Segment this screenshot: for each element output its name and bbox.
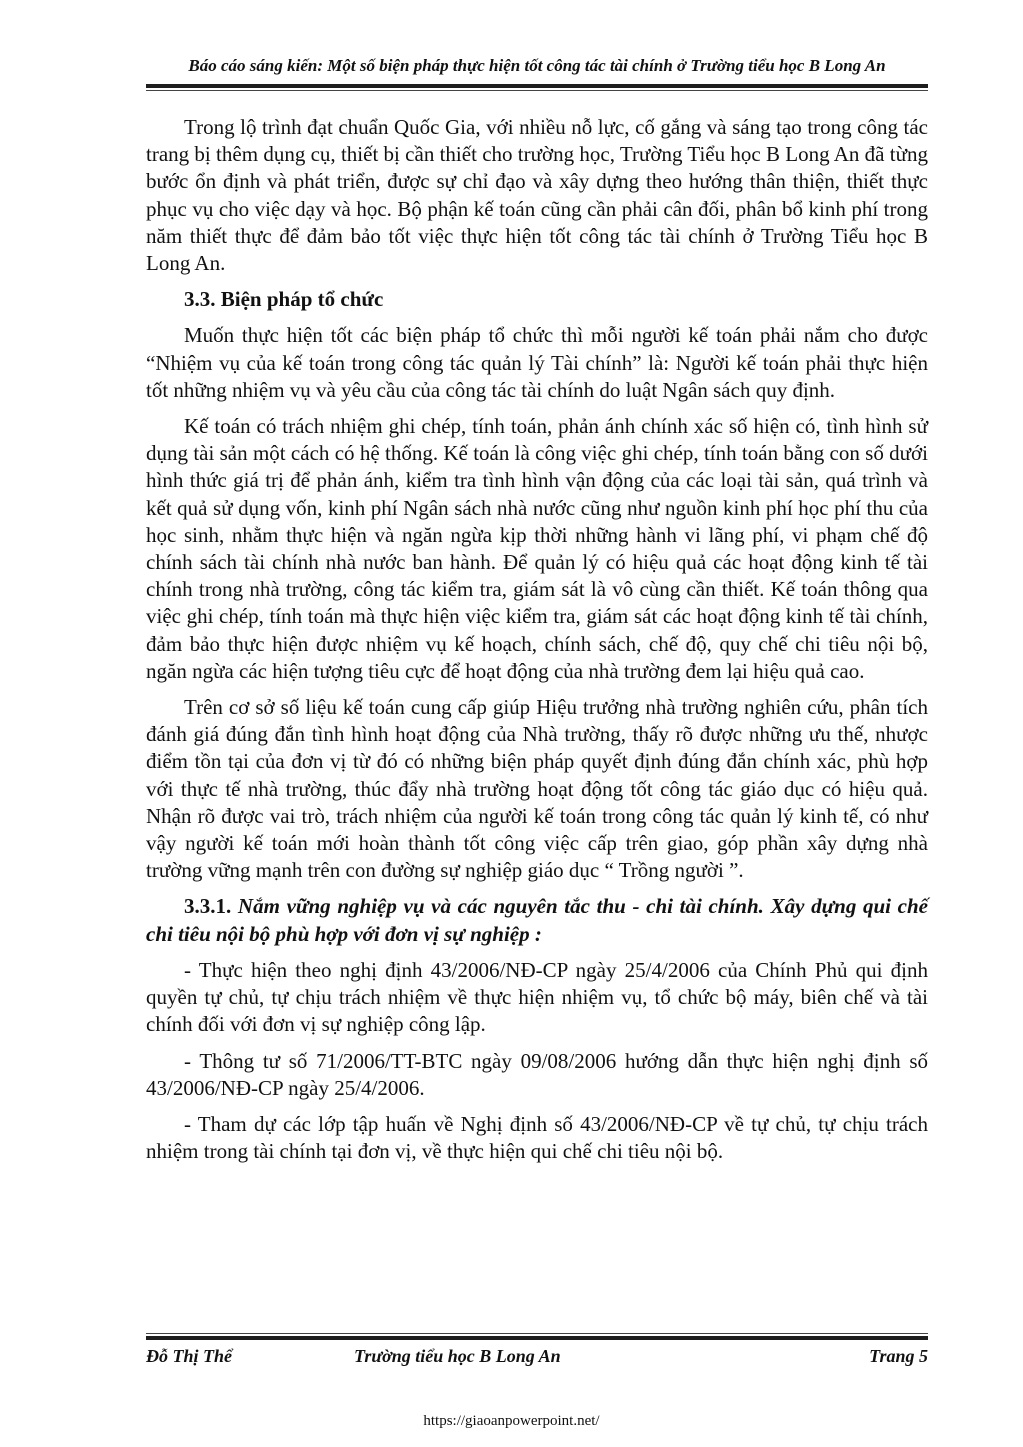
subsection-heading bbox=[146, 893, 928, 947]
bullet-item-2: - Thông tư số 71/2006/TT-BTC ngày 09/08/2006 hướng dẫn thực hiện nghị định số 43/2006/NĐ-CP ngày 25/4/2006. bbox=[146, 1048, 928, 1100]
page-header-title: Báo cáo sáng kiến: Một số biện pháp thực hiện tốt công tác tài chính ở Trường tiểu học B Long An bbox=[188, 56, 886, 75]
page-footer bbox=[146, 1346, 928, 1370]
bullet-item-1: - Thực hiện theo nghị định 43/2006/NĐ-CP ngày 25/4/2006 của Chính Phủ qui định quyền tự chủ, tự chịu trách nhiệm về thực hiện nhiệm vụ, tổ chức bộ máy, biên chế và tài chính đối với đơn vị sự nghiệp công lập. bbox=[146, 957, 928, 1037]
subsection-title: Nắm vững nghiệp vụ và các nguyên tắc thu - chi tài chính. Xây dựng qui chế chi tiêu nội bộ phù hợp với đơn vị sự nghiệp : bbox=[146, 894, 929, 946]
footer-page-number: Trang 5 bbox=[869, 1346, 928, 1366]
header-divider bbox=[146, 84, 928, 91]
subsection-number: 3.3.1. bbox=[184, 894, 232, 919]
footer-divider bbox=[146, 1333, 928, 1340]
bullet-item-3: - Tham dự các lớp tập huấn về Nghị định số 43/2006/NĐ-CP về tự chủ, tự chịu trách nhiệm trong tài chính tại đơn vị, về thực hiện qui chế chi tiêu nội bộ. bbox=[146, 1111, 928, 1164]
source-url: https://giaoanpowerpoint.net/ bbox=[423, 1413, 600, 1429]
section-heading: 3.3. Biện pháp tổ chức bbox=[184, 287, 384, 312]
footer-school: Trường tiểu học B Long An bbox=[354, 1346, 561, 1366]
paragraph-2: Muốn thực hiện tốt các biện pháp tổ chức thì mỗi người kế toán phải nắm cho được “Nhiệm vụ của kế toán trong công tác quản lý Tài chính” là: Người kế toán phải thực hiện tốt những nhiệm vụ và yêu cầu của công tác tài chính do luật Ngân sách quy định. bbox=[146, 323, 928, 402]
footer-author: Đỗ Thị Thể bbox=[146, 1346, 233, 1366]
paragraph-4: Trên cơ sở số liệu kế toán cung cấp giúp Hiệu trưởng nhà trường nghiên cứu, phân tích đánh giá đúng đắn tình hình hoạt động của Nhà trường, thấy rõ được những ưu thế, nhược điểm tồn tại của đơn vị từ đó có những biện pháp quyết định đúng đắn chính xác, phù hợp với thực tế nhà trường, thúc đẩy nhà trường hoạt động tốt công tác giáo dục có hiệu quả. Nhận rõ được vai trò, trách nhiệm của người kế toán trong công tác quản lý kinh tế, có như vậy người kế toán mới hoàn thành tốt công việc cấp trên giao, góp phần xây dựng nhà trường vững mạnh trên con đường sự nghiệp giáo dục “ Trồng người ”. bbox=[146, 695, 928, 883]
paragraph-1: Trong lộ trình đạt chuẩn Quốc Gia, với nhiều nỗ lực, cố gắng và sáng tạo trong công tác trang bị thêm dụng cụ, thiết bị cần thiết cho trường học, Trường Tiểu học B Long An đã từng bước ổn định và phát triển, được sự chỉ đạo và xây dựng theo hướng thân thiện, thiết thực phục vụ cho việc dạy và học. Bộ phận kế toán cũng cần phải cân đối, phân bổ kinh phí trong năm thiết thực để đảm bảo tốt việc thực hiện tốt công tác tài chính ở Trường Tiểu học B Long An. bbox=[146, 115, 928, 276]
document-body bbox=[146, 114, 928, 1174]
paragraph-3: Kế toán có trách nhiệm ghi chép, tính toán, phản ánh chính xác số hiện có, tình hình sử dụng tài sản một cách có hệ thống. Kế toán là công việc ghi chép, tính toán bằng con số dưới hình thức giá trị để phản ánh, kiểm tra tình hình vận động của các loại tài sản, quá trình và kết quả sử dụng vốn, kinh phí Ngân sách nhà nước cũng như nguồn kinh phí học phí thu của học sinh, nhằm thực hiện và ngăn ngừa kịp thời những hành vi lãng phí, vi phạm chế độ chính sách tài chính nhà nước ban hành. Để quản lý có hiệu quả các hoạt động kinh tế tài chính trong nhà trường, công tác kiểm tra, giám sát là vô cùng cần thiết. Kế toán thông qua việc ghi chép, tính toán mà thực hiện việc kiểm tra, giám sát các hoạt động kinh tế tài chính, đảm bảo thực hiện được nhiệm vụ kế hoạch, chính sách, chế độ, quy chế chi tiêu nội bộ, ngăn ngừa các hiện tượng tiêu cực để hoạt động của nhà trường đem lại hiệu quả cao. bbox=[146, 414, 928, 683]
